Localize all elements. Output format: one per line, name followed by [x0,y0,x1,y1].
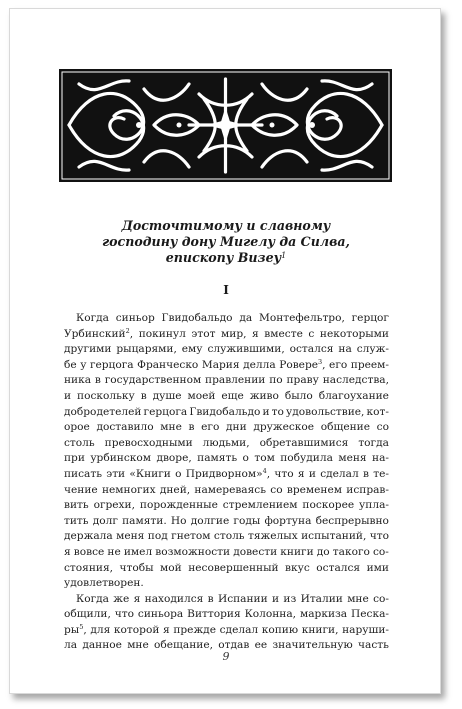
page-number: 9 [222,650,230,663]
word: еще [221,389,244,402]
word: при [64,452,85,465]
word: вкус [285,561,310,574]
word: другими [64,343,112,356]
word: правлении [205,374,266,387]
word: Монтефельтро, [258,312,345,324]
word: часть [358,639,389,652]
footnote-marker: 1 [281,251,287,260]
book-page [9,8,441,694]
word: беспрерывно [315,514,389,527]
word: и [262,405,270,418]
word: годы [233,514,261,527]
word: вместе [264,327,303,340]
text-line [64,561,389,577]
word: вить [64,499,89,512]
word: добродетелей [64,405,142,418]
text-line [64,358,389,374]
word: я [297,467,305,480]
word: Песка- [351,608,389,621]
word: до [316,545,330,558]
dedication-heading [50,218,402,266]
word: столь [64,436,95,449]
word: обретавшимися [259,436,349,449]
word: у [80,358,87,371]
footnote-marker: 3 [318,357,323,366]
word: моей [187,389,216,402]
word: что [369,530,389,543]
word: Урбинский$^2$, [64,326,134,340]
word: данное [82,639,122,652]
word: что [114,608,134,621]
word: сделал [320,467,359,480]
footnote-marker: 5 [79,622,84,631]
word: тяжелых [247,530,298,543]
word: поскольку [77,389,135,402]
word: остался [289,343,334,356]
word: чение [64,483,98,496]
word: общили, [64,608,111,621]
dedication-line-2: господину дону Мигелу да Силва, [102,234,350,249]
word: Придворном»$^4$, [185,466,271,480]
word: ими [366,561,389,574]
word: книги, [301,623,339,636]
word: некоторыми [319,327,389,340]
word: Франческо [137,358,199,371]
text-line [64,498,389,514]
word: дней, [159,483,191,496]
body-text [64,311,389,654]
word: под [147,530,168,543]
word: по [269,374,283,387]
word: праву [286,374,319,387]
word: ника [64,374,92,387]
word: о [175,467,182,480]
word: несовершенный [188,561,279,574]
word: орое [64,421,90,434]
text-line [64,311,389,327]
word: и [308,467,316,480]
word: стремлением [222,499,298,512]
word: Ровере$^3$, [279,357,326,371]
word: дворе, [156,452,192,465]
word: живо [249,389,279,402]
word: память [197,452,238,465]
word: в [188,421,195,434]
text-line [64,342,389,358]
word: на- [372,452,389,465]
word: огрехи, [93,499,135,512]
dedication-line-3 [50,250,402,266]
word: чтобы [119,561,154,574]
word: Италии [300,592,343,605]
word: благоухание [318,389,389,402]
word: долгие [190,514,230,527]
word: из [283,592,297,605]
text-line [64,623,389,639]
word: Испании [217,592,268,605]
word: Гвидобальдо [161,312,233,324]
word: удовольствие, [286,405,365,418]
word: книги [280,545,314,558]
decorative-ornament-headpiece [59,69,392,182]
word: такого [332,545,370,558]
word: на [338,343,352,356]
word: со- [373,592,389,605]
word: я [252,327,259,340]
word: копию [261,623,299,636]
word: маркиза [299,608,348,621]
word: в [207,592,214,605]
word: находился [144,592,204,605]
footnote-marker: 2 [125,326,130,335]
word: писать [64,467,102,480]
word: со [270,483,283,496]
word: поскорее [302,499,355,512]
text-line [64,373,389,389]
word: и [272,592,280,605]
word: в [94,374,101,387]
word: наследства, [322,374,389,387]
word: стояния, [64,561,114,574]
word: герцог [351,312,389,324]
word: наруши- [342,623,389,636]
word: Мария [201,358,240,371]
word: ему [181,343,203,356]
text-line [64,420,389,436]
chapter-number: I [223,283,229,297]
word: Когда [76,592,109,605]
word: которой [113,623,160,636]
word: этот [191,327,216,340]
word: немногих [101,483,156,496]
word: эти [106,467,126,480]
word: меня [116,530,145,543]
word: герцога [89,358,134,371]
word: со [376,421,389,434]
word: синьора [137,608,184,621]
word: ее [254,639,268,652]
word: герцога [143,405,188,418]
word: кот- [366,405,389,418]
word: служившими, [207,343,285,356]
word: Гвидобальдо [189,405,261,418]
word: Колонна, [244,608,297,621]
word: для [90,623,111,636]
word: делла [243,358,276,371]
word: служ- [356,343,389,356]
text-line [64,607,389,623]
text-line [64,483,389,499]
word: мой [160,561,182,574]
word: мир, [221,327,247,340]
word: я [133,592,141,605]
word: держала [64,530,113,543]
word: удовлетворен. [64,577,144,590]
word: том [254,452,275,465]
word: бе [64,358,77,371]
text-line [64,592,389,608]
word: да [239,312,253,324]
word: долг [92,514,118,527]
word: о [242,452,249,465]
word: «Книги [129,467,171,480]
word: упла- [359,499,389,512]
word: синьор [115,312,155,324]
word: в [362,467,369,480]
word: государственном [104,374,202,387]
word: в [140,389,147,402]
word: испытаний, [301,530,367,543]
word: обещание, [154,639,213,652]
word: общение [320,421,370,434]
word: доставило [96,421,154,434]
word: вовсе [73,545,105,558]
word: имел [123,545,153,558]
word: побудила [280,452,333,465]
word: со- [373,545,389,558]
word: гнетом [171,530,211,543]
word: порожденные [139,499,218,512]
text-line [64,576,389,592]
word: довести [233,545,278,558]
word: меня [338,452,367,465]
word: исправ- [346,483,389,496]
word: мне [127,639,149,652]
word: я [163,623,170,636]
word: временем [286,483,342,496]
text-line [64,545,389,561]
word: душе [152,389,182,402]
word: памяти. [122,514,167,527]
word: остался [316,561,361,574]
text-line [64,529,389,545]
word: сделал [219,623,259,636]
word: его [329,358,348,371]
word: преем- [350,358,389,371]
word: урбинском [90,452,152,465]
word: с [308,327,315,340]
text-line [64,327,389,343]
word: столь [213,530,245,543]
word: покинул [138,327,186,340]
word: дни [226,421,247,434]
word: Когда [76,312,109,324]
text-line [64,451,389,467]
word: его [201,421,220,434]
text-line [64,405,389,421]
word: что [274,467,294,480]
word: тогда [358,436,389,449]
word: я [64,545,71,558]
dedication-line-3-text: епископу Визеу [165,250,282,265]
word: значительную [272,639,353,652]
word: рыцарями, [116,343,177,356]
word: Но [170,514,187,527]
text-line [64,436,389,452]
word: отдав [218,639,250,652]
word: тить [64,514,89,527]
text-line [64,514,389,530]
word: то [271,405,284,418]
footnote-marker: 4 [262,466,267,475]
word: превосходными [104,436,193,449]
word: же [113,592,130,605]
word: мне [347,592,369,605]
word: прежде [173,623,216,636]
word: мне [160,421,182,434]
text-line [64,467,389,483]
word: возможности [155,545,231,558]
word: не [107,545,121,558]
word: намереваясь [194,483,267,496]
word: ла [64,639,78,652]
word: $ры^5$, [64,622,87,636]
word: и [64,389,72,402]
word: Виттория [187,608,241,621]
text-line [64,389,389,405]
word: те- [373,467,389,480]
word: людьми, [202,436,250,449]
word: дружеское [253,421,315,434]
dedication-line-1: Досточтимому и славному [121,218,331,233]
word: было [284,389,313,402]
word: фортуна [264,514,312,527]
